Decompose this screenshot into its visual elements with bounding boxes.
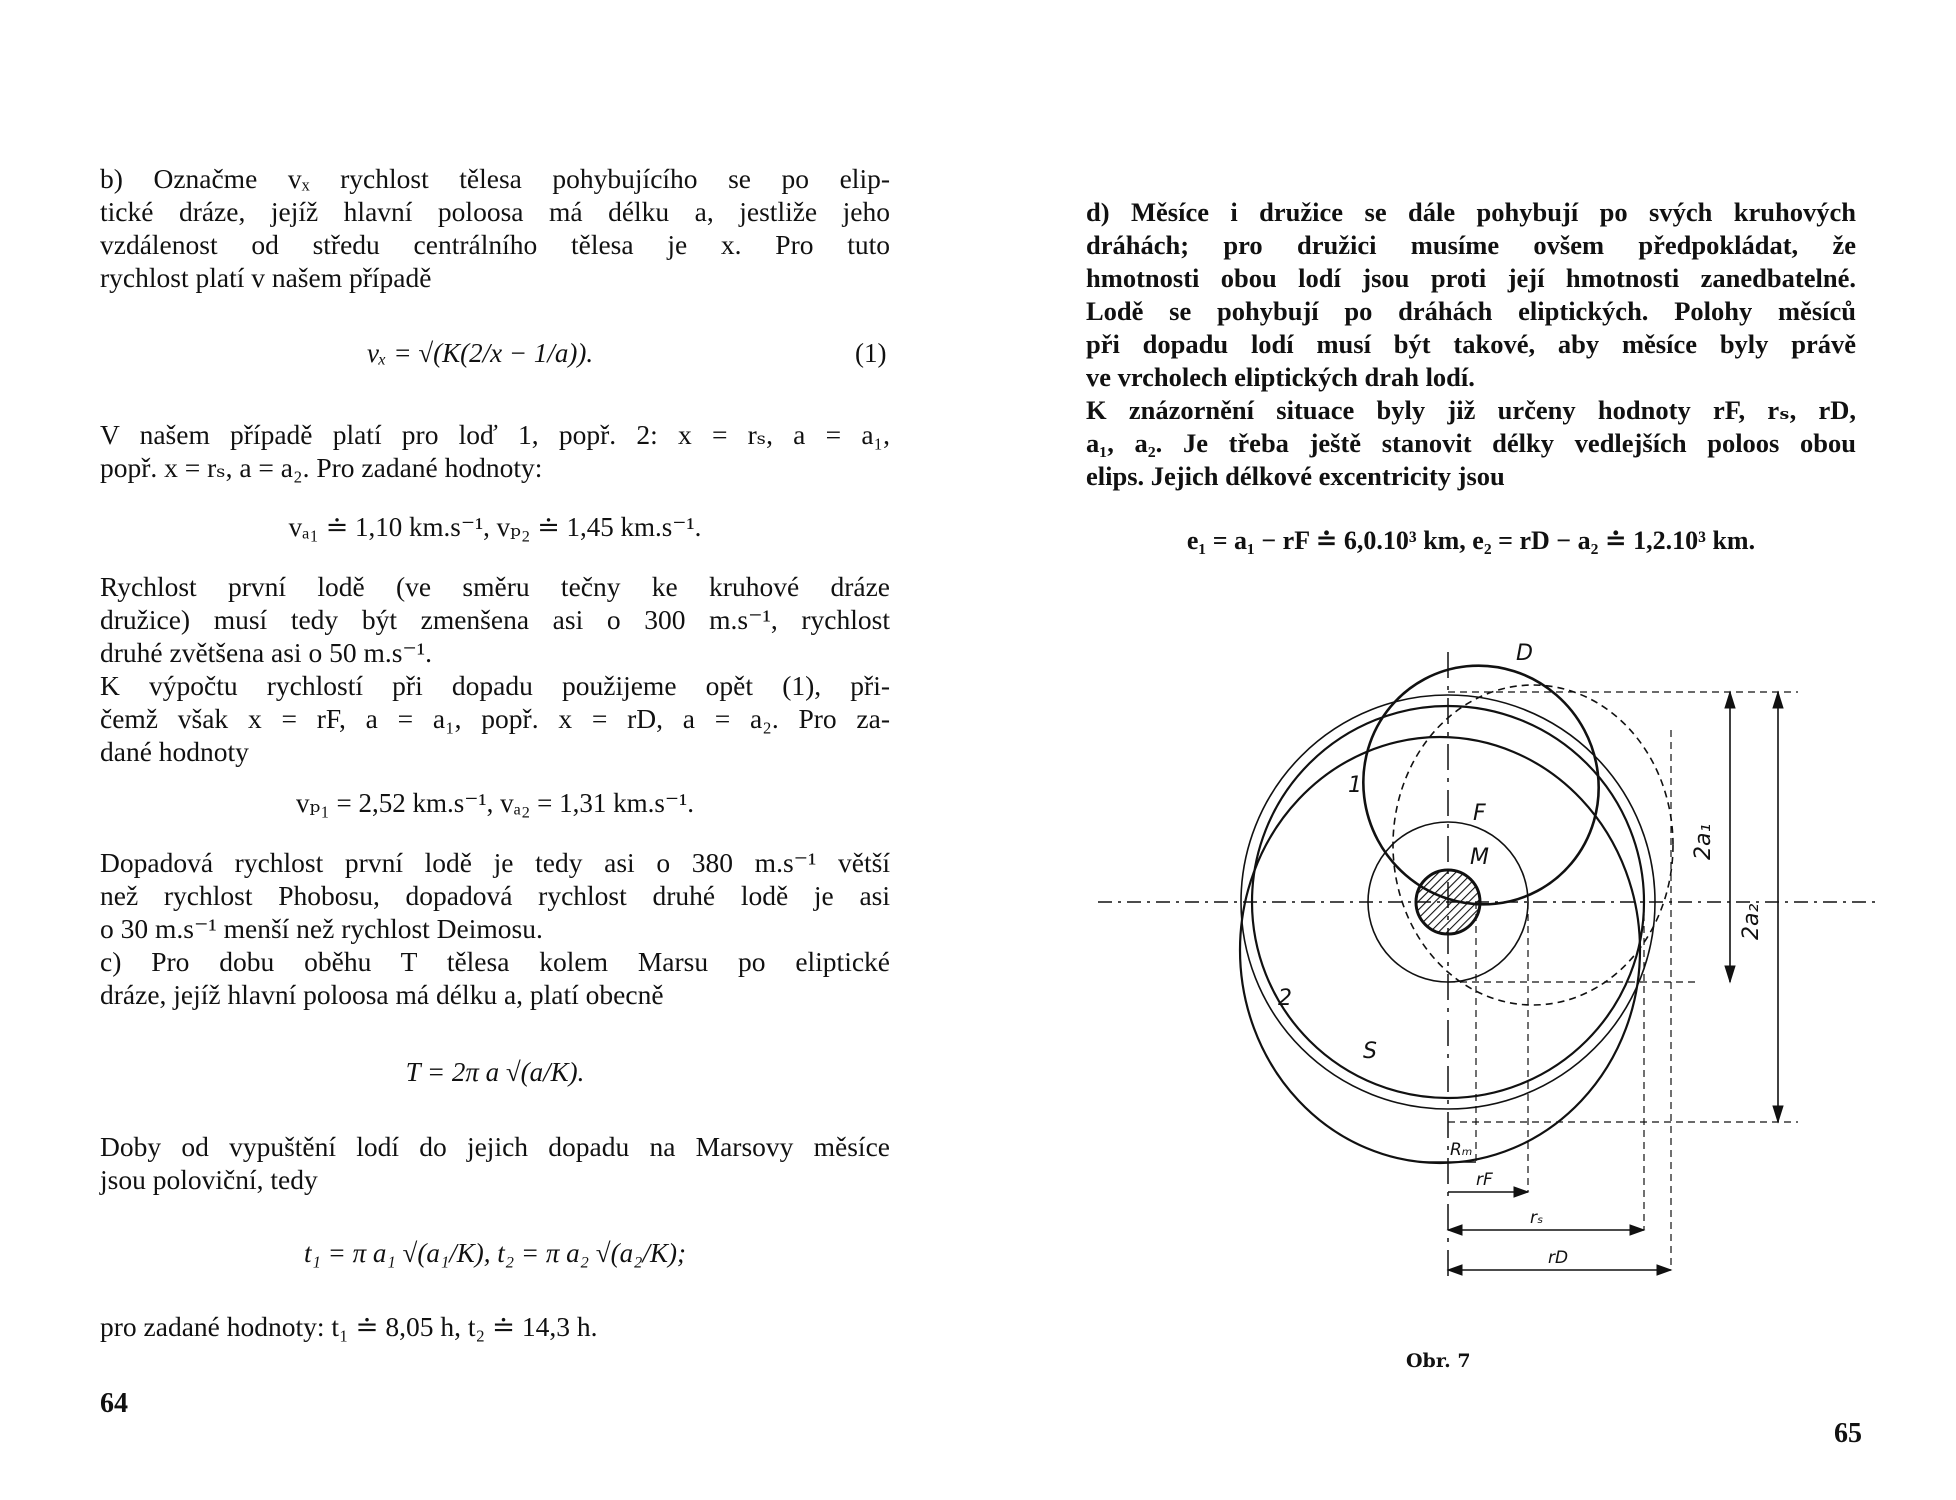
equation-1-number: (1) bbox=[855, 338, 887, 368]
equation-6: e₁ = a₁ − rF ≐ 6,0.10³ km, e₂ = rD − a₂ ≐ 1,2.10³ km. bbox=[1186, 526, 1756, 555]
text-line: b) Označme vₓ rychlost tělesa pohybujícího se po elip- bbox=[100, 163, 890, 194]
text-line: družice) musí tedy být zmenšena asi o 300 m.s⁻¹, rychlost bbox=[100, 604, 890, 635]
final-line: pro zadané hodnoty: t₁ ≐ 8,05 h, t₂ ≐ 14,3 h. bbox=[100, 1311, 598, 1342]
text-line: Rychlost první lodě (ve směru tečny ke kruhové dráze bbox=[100, 571, 890, 602]
label-f: F bbox=[1473, 801, 1486, 826]
label-rf: rF bbox=[1476, 1170, 1493, 1190]
text-line: druhé zvětšena asi o 50 m.s⁻¹. bbox=[100, 637, 433, 668]
orbit-ellipse-2 bbox=[1240, 737, 1640, 1163]
text-line: elips. Jejich délkové excentricity jsou bbox=[1086, 461, 1505, 491]
equation-1: vₓ = √(K(2/x − 1/a)). bbox=[366, 338, 594, 368]
label-rs: rₛ bbox=[1530, 1208, 1544, 1228]
label-2: 2 bbox=[1278, 986, 1292, 1011]
text-line: čemž však x = rF, a = a₁, popř. x = rD, a = a₂. Pro za- bbox=[100, 703, 890, 734]
label-d: D bbox=[1516, 641, 1533, 666]
label-rm: Rₘ bbox=[1450, 1140, 1473, 1160]
equation-4: T = 2π a √(a/K). bbox=[405, 1057, 585, 1087]
text-line: o 30 m.s⁻¹ menší než rychlost Deimosu. bbox=[100, 913, 543, 944]
mars-planet bbox=[1416, 870, 1480, 934]
text-line: vzdálenost od středu centrálního tělesa je x. Pro tuto bbox=[100, 229, 890, 260]
text-line: d) Měsíce i družice se dále pohybují po svých kruhových bbox=[1086, 197, 1856, 227]
text-line: dráhách; pro družici musíme ovšem předpokládat, že bbox=[1086, 230, 1856, 260]
text-line: K výpočtu rychlostí při dopadu použijeme opět (1), při- bbox=[100, 670, 890, 701]
paragraph-times bbox=[100, 1130, 890, 1196]
equation-3: vₚ₁ = 2,52 km.s⁻¹, vₐ₂ = 1,31 km.s⁻¹. bbox=[296, 788, 694, 818]
label-2a2: 2a₂ bbox=[1739, 903, 1764, 940]
text-line: c) Pro dobu oběhu T tělesa kolem Marsu po eliptické bbox=[100, 946, 890, 977]
text-line: a₁, a₂. Je třeba ještě stanovit délky vedlejších poloos obou bbox=[1086, 428, 1856, 458]
text-line: jsou poloviční, tedy bbox=[100, 1164, 318, 1195]
orbit-dashed bbox=[1393, 685, 1673, 1005]
paragraph-speed bbox=[100, 570, 890, 768]
text-line: Doby od vypuštění lodí do jejich dopadu na Marsovy měsíce bbox=[100, 1131, 890, 1162]
paragraph-d bbox=[1086, 196, 1856, 493]
paragraph-b bbox=[100, 162, 890, 294]
text-line: při dopadu lodí musí být takové, aby měsíce byly právě bbox=[1086, 329, 1856, 359]
text-line: K znázornění situace byly již určeny hodnoty rF, rₛ, rD, bbox=[1086, 395, 1856, 425]
equation-5: t₁ = π a₁ √(a₁/K), t₂ = π a₂ √(a₂/K); bbox=[304, 1238, 686, 1268]
text-line: Lodě se pohybují po dráhách eliptických. Polohy měsíců bbox=[1086, 296, 1856, 326]
label-rd: rD bbox=[1548, 1248, 1569, 1268]
page-number: 64 bbox=[100, 1388, 128, 1419]
text-line: než rychlost Phobosu, dopadová rychlost druhé lodě je asi bbox=[100, 880, 890, 911]
text-line: V našem případě platí pro loď 1, popř. 2: x = rₛ, a = a₁, bbox=[100, 419, 890, 450]
equation-2: vₐ₁ ≐ 1,10 km.s⁻¹, vₚ₂ ≐ 1,45 km.s⁻¹. bbox=[288, 512, 702, 542]
label-1: 1 bbox=[1348, 773, 1362, 798]
page-number: 65 bbox=[1834, 1418, 1862, 1449]
text-line: dané hodnoty bbox=[100, 736, 249, 767]
text-line: popř. x = rₛ, a = a₂. Pro zadané hodnoty: bbox=[100, 452, 543, 483]
text-line: Dopadová rychlost první lodě je tedy asi o 380 m.s⁻¹ větší bbox=[100, 847, 890, 878]
right-page bbox=[978, 0, 1956, 1500]
orbit-diagram bbox=[1078, 630, 1898, 1310]
label-m: M bbox=[1470, 845, 1489, 870]
label-s: S bbox=[1363, 1039, 1377, 1064]
text-line: rychlost platí v našem případě bbox=[100, 262, 432, 293]
text-line: dráze, jejíž hlavní poloosa má délku a, platí obecně bbox=[100, 979, 664, 1010]
figure-caption: Obr. 7 bbox=[1406, 1350, 1471, 1372]
paragraph-impact bbox=[100, 846, 890, 1011]
label-2a1: 2a₁ bbox=[1691, 823, 1716, 860]
text-line: ve vrcholech eliptických drah lodí. bbox=[1086, 362, 1475, 392]
paragraph-case bbox=[100, 418, 890, 484]
text-line: tické dráze, jejíž hlavní poloosa má délku a, jestliže jeho bbox=[100, 196, 890, 227]
text-line: hmotnosti obou lodí jsou proti její hmotnosti zanedbatelné. bbox=[1086, 263, 1856, 293]
